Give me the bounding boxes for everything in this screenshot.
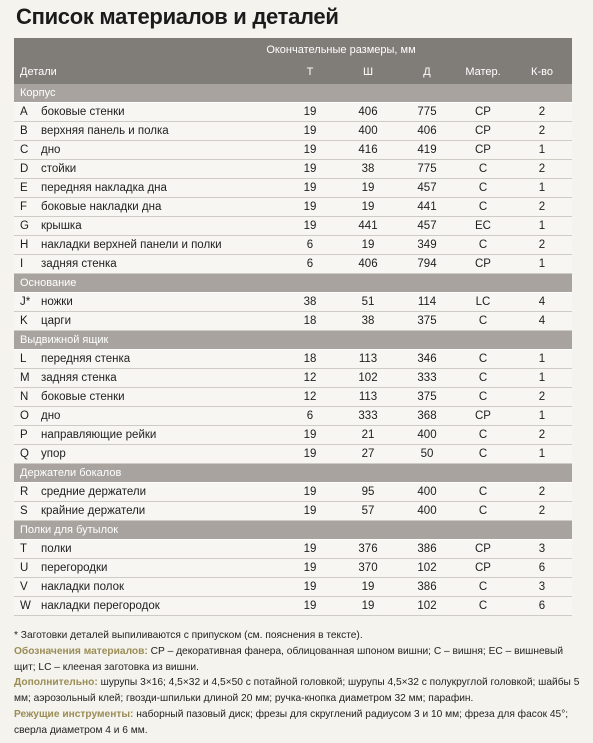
table-row bbox=[14, 578, 572, 597]
material-cell: С bbox=[478, 182, 488, 194]
quantity-cell: 1 bbox=[538, 258, 546, 270]
table-row bbox=[14, 407, 572, 426]
thickness-cell: 19 bbox=[303, 201, 317, 213]
part-id: R bbox=[20, 486, 29, 498]
part-name: направляющие рейки bbox=[41, 429, 157, 441]
part-id: B bbox=[20, 125, 28, 137]
extra-supplies bbox=[14, 675, 580, 707]
part-name: верхняя панель и полка bbox=[41, 125, 169, 137]
material-cell: СР bbox=[475, 106, 491, 118]
length-cell: 457 bbox=[417, 182, 437, 194]
width-cell: 19 bbox=[361, 182, 375, 194]
part-id: G bbox=[20, 220, 29, 232]
thickness-cell: 19 bbox=[303, 106, 317, 118]
part-id: S bbox=[20, 505, 28, 517]
quantity-cell: 1 bbox=[538, 353, 546, 365]
material-cell: СР bbox=[475, 125, 491, 137]
material-cell: ЕС bbox=[475, 220, 491, 232]
thickness-cell: 6 bbox=[306, 258, 314, 270]
width-cell: 416 bbox=[358, 144, 378, 156]
part-name: стойки bbox=[41, 163, 77, 175]
material-cell: С bbox=[478, 239, 488, 251]
table-row bbox=[14, 350, 572, 369]
width-cell: 38 bbox=[361, 163, 375, 175]
table-row bbox=[14, 122, 572, 141]
thickness-cell: 18 bbox=[303, 315, 317, 327]
part-id: H bbox=[20, 239, 29, 251]
part-name: средние держатели bbox=[41, 486, 146, 498]
table-row bbox=[14, 179, 572, 198]
section-header: Основание bbox=[14, 274, 572, 293]
length-cell: 346 bbox=[417, 353, 437, 365]
length-cell: 102 bbox=[417, 600, 437, 612]
part-name: передняя накладка дна bbox=[41, 182, 167, 194]
thickness-cell: 12 bbox=[303, 372, 317, 384]
length-cell: 400 bbox=[417, 486, 437, 498]
part-name: задняя стенка bbox=[41, 372, 117, 384]
part-id: O bbox=[20, 410, 29, 422]
width-cell: 38 bbox=[361, 315, 375, 327]
part-id: F bbox=[20, 201, 28, 213]
length-cell: 102 bbox=[417, 562, 437, 574]
width-cell: 406 bbox=[358, 106, 378, 118]
materials-label: Обозначения материалов: bbox=[14, 645, 148, 657]
table-row bbox=[14, 445, 572, 464]
quantity-cell: 4 bbox=[538, 315, 546, 327]
table-row bbox=[14, 426, 572, 445]
width-cell: 21 bbox=[361, 429, 375, 441]
part-id: T bbox=[20, 543, 28, 555]
part-id: M bbox=[20, 372, 30, 384]
length-column-header: Д bbox=[423, 66, 431, 78]
length-cell: 386 bbox=[417, 543, 437, 555]
part-name: дно bbox=[41, 144, 61, 156]
width-cell: 113 bbox=[358, 391, 378, 403]
table-row bbox=[14, 103, 572, 122]
part-id: Q bbox=[20, 448, 29, 460]
length-cell: 114 bbox=[417, 296, 437, 308]
material-cell: С bbox=[478, 353, 488, 365]
length-cell: 375 bbox=[417, 315, 437, 327]
part-name: упор bbox=[41, 448, 66, 460]
part-name: накладки перегородок bbox=[41, 600, 160, 612]
parts-column-header: Детали bbox=[20, 66, 57, 78]
extra-label: Дополнительно: bbox=[14, 677, 98, 689]
material-cell: С bbox=[478, 505, 488, 517]
part-name: полки bbox=[41, 543, 72, 555]
part-name: царги bbox=[41, 315, 71, 327]
length-cell: 406 bbox=[417, 125, 437, 137]
material-cell: СР bbox=[475, 410, 491, 422]
part-name: накладки полок bbox=[41, 581, 125, 593]
quantity-cell: 2 bbox=[538, 486, 546, 498]
width-column-header: Ш bbox=[362, 66, 374, 78]
material-cell: С bbox=[478, 429, 488, 441]
part-name: задняя стенка bbox=[41, 258, 117, 270]
width-cell: 333 bbox=[358, 410, 378, 422]
length-cell: 775 bbox=[417, 163, 437, 175]
material-cell: СР bbox=[475, 144, 491, 156]
part-name: накладки верхней панели и полки bbox=[41, 239, 222, 251]
table-row bbox=[14, 312, 572, 331]
width-cell: 376 bbox=[358, 543, 378, 555]
quantity-cell: 2 bbox=[538, 201, 546, 213]
materials-text: СР – декоративная фанера, облицованная шпоном вишни; С – вишня; ЕС – вишневый щит; LC – клееная заготовка из вишни. bbox=[14, 645, 564, 673]
tools-text: наборный пазовый диск; фрезы для скруглений радиусом 3 и 10 мм; фреза для фасок 45°; сверла диаметром 4 и 6 мм. bbox=[14, 708, 569, 736]
length-cell: 375 bbox=[417, 391, 437, 403]
part-id: C bbox=[20, 144, 29, 156]
table-header bbox=[14, 38, 572, 84]
thickness-cell: 19 bbox=[303, 220, 317, 232]
table-row bbox=[14, 160, 572, 179]
section-header: Держатели бокалов bbox=[14, 464, 572, 483]
thickness-cell: 38 bbox=[303, 296, 317, 308]
thickness-cell: 19 bbox=[303, 543, 317, 555]
length-cell: 400 bbox=[417, 505, 437, 517]
table-row bbox=[14, 217, 572, 236]
quantity-cell: 2 bbox=[538, 429, 546, 441]
length-cell: 400 bbox=[417, 429, 437, 441]
thickness-cell: 6 bbox=[306, 410, 314, 422]
length-cell: 457 bbox=[417, 220, 437, 232]
part-name: дно bbox=[41, 410, 61, 422]
table-row bbox=[14, 198, 572, 217]
width-cell: 113 bbox=[358, 353, 378, 365]
quantity-column-header: К-во bbox=[531, 66, 553, 78]
thickness-cell: 19 bbox=[303, 486, 317, 498]
width-cell: 19 bbox=[361, 581, 375, 593]
quantity-cell: 2 bbox=[538, 125, 546, 137]
section-header: Корпус bbox=[14, 84, 572, 103]
quantity-cell: 2 bbox=[538, 163, 546, 175]
thickness-cell: 12 bbox=[303, 391, 317, 403]
length-cell: 50 bbox=[420, 448, 434, 460]
width-cell: 57 bbox=[361, 505, 375, 517]
width-cell: 27 bbox=[361, 448, 375, 460]
quantity-cell: 1 bbox=[538, 182, 546, 194]
table-row bbox=[14, 540, 572, 559]
tools-label: Режущие инструменты: bbox=[14, 708, 134, 720]
part-id: K bbox=[20, 315, 28, 327]
width-cell: 95 bbox=[361, 486, 375, 498]
section-header: Полки для бутылок bbox=[14, 521, 572, 540]
part-id: P bbox=[20, 429, 28, 441]
table-body bbox=[14, 84, 572, 616]
width-cell: 102 bbox=[358, 372, 378, 384]
width-cell: 19 bbox=[361, 201, 375, 213]
quantity-cell: 1 bbox=[538, 144, 546, 156]
table-row bbox=[14, 293, 572, 312]
thickness-column-header: Т bbox=[306, 66, 314, 78]
part-id: L bbox=[20, 353, 27, 365]
thickness-cell: 19 bbox=[303, 182, 317, 194]
length-cell: 794 bbox=[417, 258, 437, 270]
width-cell: 441 bbox=[358, 220, 378, 232]
material-cell: LC bbox=[475, 296, 491, 308]
part-id: I bbox=[20, 258, 24, 270]
width-cell: 19 bbox=[361, 600, 375, 612]
table-row bbox=[14, 559, 572, 578]
quantity-cell: 6 bbox=[538, 600, 546, 612]
materials-legend bbox=[14, 644, 580, 676]
part-id: V bbox=[20, 581, 28, 593]
footnote: * Заготовки деталей выпиливаются с припуском (см. пояснения в тексте). bbox=[14, 630, 363, 641]
material-cell: С bbox=[478, 581, 488, 593]
length-cell: 349 bbox=[417, 239, 437, 251]
material-cell: СР bbox=[475, 258, 491, 270]
thickness-cell: 19 bbox=[303, 144, 317, 156]
part-id: N bbox=[20, 391, 29, 403]
part-name: крайние держатели bbox=[41, 505, 146, 517]
thickness-cell: 19 bbox=[303, 600, 317, 612]
table-row bbox=[14, 502, 572, 521]
thickness-cell: 19 bbox=[303, 448, 317, 460]
width-cell: 370 bbox=[358, 562, 378, 574]
length-cell: 419 bbox=[417, 144, 437, 156]
thickness-cell: 6 bbox=[306, 239, 314, 251]
part-name: ножки bbox=[41, 296, 73, 308]
material-cell: С bbox=[478, 600, 488, 612]
material-cell: СР bbox=[475, 562, 491, 574]
table-row bbox=[14, 483, 572, 502]
quantity-cell: 3 bbox=[538, 581, 546, 593]
thickness-cell: 19 bbox=[303, 125, 317, 137]
table-row bbox=[14, 369, 572, 388]
material-cell: С bbox=[478, 448, 488, 460]
quantity-cell: 1 bbox=[538, 448, 546, 460]
section-header: Выдвижной ящик bbox=[14, 331, 572, 350]
width-cell: 400 bbox=[358, 125, 378, 137]
thickness-cell: 19 bbox=[303, 163, 317, 175]
table-row bbox=[14, 597, 572, 616]
material-cell: СР bbox=[475, 543, 491, 555]
extra-text: шурупы 3×16; 4,5×32 и 4,5×50 с потайной головкой; шурупы 4,5×32 с полукруглой головкой; шайбы 5 мм; аэрозольный клей; гвозди-шпильки длиной 20 мм; ручка-кнопка диаметром 32 мм; парафин. bbox=[14, 677, 580, 705]
cutting-tools bbox=[14, 707, 580, 739]
table-row bbox=[14, 255, 572, 274]
thickness-cell: 19 bbox=[303, 505, 317, 517]
length-cell: 368 bbox=[417, 410, 437, 422]
dimensions-header: Окончательные размеры, мм bbox=[266, 44, 416, 56]
thickness-cell: 19 bbox=[303, 429, 317, 441]
material-cell: С bbox=[478, 315, 488, 327]
length-cell: 386 bbox=[417, 581, 437, 593]
width-cell: 406 bbox=[358, 258, 378, 270]
material-cell: С bbox=[478, 163, 488, 175]
width-cell: 51 bbox=[361, 296, 375, 308]
part-id: U bbox=[20, 562, 29, 574]
part-id: A bbox=[20, 106, 28, 118]
quantity-cell: 4 bbox=[538, 296, 546, 308]
thickness-cell: 19 bbox=[303, 562, 317, 574]
material-cell: С bbox=[478, 391, 488, 403]
quantity-cell: 3 bbox=[538, 543, 546, 555]
part-name: боковые накладки дна bbox=[41, 201, 162, 213]
part-name: крышка bbox=[41, 220, 82, 232]
quantity-cell: 1 bbox=[538, 372, 546, 384]
quantity-cell: 2 bbox=[538, 106, 546, 118]
thickness-cell: 18 bbox=[303, 353, 317, 365]
part-id: D bbox=[20, 163, 29, 175]
part-name: боковые стенки bbox=[41, 391, 125, 403]
length-cell: 775 bbox=[417, 106, 437, 118]
table-row bbox=[14, 388, 572, 407]
page-title: Список материалов и деталей bbox=[16, 4, 339, 29]
quantity-cell: 2 bbox=[538, 505, 546, 517]
material-column-header: Матер. bbox=[465, 66, 501, 78]
quantity-cell: 2 bbox=[538, 239, 546, 251]
part-name: передняя стенка bbox=[41, 353, 131, 365]
part-name: перегородки bbox=[41, 562, 108, 574]
table-row bbox=[14, 236, 572, 255]
notes bbox=[14, 628, 580, 739]
part-id: E bbox=[20, 182, 28, 194]
material-cell: С bbox=[478, 486, 488, 498]
material-cell: С bbox=[478, 372, 488, 384]
table-row bbox=[14, 141, 572, 160]
quantity-cell: 1 bbox=[538, 220, 546, 232]
thickness-cell: 19 bbox=[303, 581, 317, 593]
part-id: W bbox=[20, 600, 31, 612]
quantity-cell: 6 bbox=[538, 562, 546, 574]
quantity-cell: 1 bbox=[538, 410, 546, 422]
materials-table bbox=[14, 38, 572, 616]
part-id: J* bbox=[20, 296, 31, 308]
width-cell: 19 bbox=[361, 239, 375, 251]
material-cell: С bbox=[478, 201, 488, 213]
part-name: боковые стенки bbox=[41, 106, 125, 118]
length-cell: 333 bbox=[417, 372, 437, 384]
length-cell: 441 bbox=[417, 201, 437, 213]
quantity-cell: 2 bbox=[538, 391, 546, 403]
